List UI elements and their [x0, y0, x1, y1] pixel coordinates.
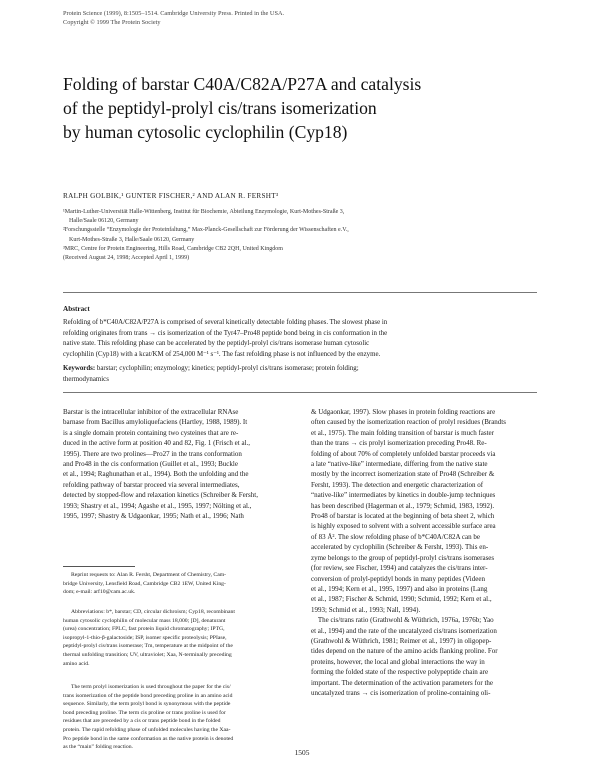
footnote-divider [63, 566, 135, 567]
divider-bottom [63, 392, 537, 393]
body-line: forming the folded state of the respective polypeptide chain are [311, 668, 489, 677]
body-line: and Pro48 in the cis conformation (Guillet et al., 1993; Buckle [63, 460, 238, 469]
body-line: mostly by the incorrect isomerization state of Pro48 (Schreiber & [311, 470, 495, 479]
body-line: et al., 1987; Fischer & Schmid, 1990; Schmid, 1992; Kern et al., [311, 595, 492, 604]
divider-top [63, 292, 537, 293]
body-line: accelerated by cyclophilin (Schreiber & Fersht, 1993). This en- [311, 543, 489, 552]
keywords-text-2: thermodynamics [63, 375, 109, 383]
body-line: proteins, however, the local and global interactions the way in [311, 657, 485, 666]
body-line: folding of about 70% of completely unfolded barstar proceeds via [311, 449, 496, 458]
body-line: 1995). There are two prolines—Pro27 in the trans conformation [63, 449, 242, 458]
body-line: uncatalyzed trans → cis isomerization of proline-containing oli- [311, 688, 491, 697]
affiliation-line: Kurt-Mothes-Straße 3, Halle/Saale 06120, Germany [69, 236, 195, 243]
body-line: duced in the active form at position 40 and 82, Fig. 1 (Frisch et al., [63, 439, 251, 448]
body-line: 1993; Schmid et al., 1993; Nall, 1994). [311, 605, 421, 614]
body-line: & Udgaonkar, 1997). Slow phases in protein folding reactions are [311, 408, 496, 416]
footnote-line: sequence. Similarly, the term prolyl bond is synonymous with the peptide [63, 701, 231, 708]
abstract-line: cyclophilin (Cyp18) with a kcat/KM of 254,000 M⁻¹ s⁻¹. The fast refolding phase is not influenced by the enzyme. [63, 350, 381, 358]
body-line: “native-like” intermediates by kinetics in double-jump techniques [311, 491, 496, 500]
keywords-label: Keywords: [63, 365, 96, 372]
body-line: conversion of prolyl-peptidyl bonds in many peptides (Videen [311, 574, 485, 583]
abstract-text [63, 318, 537, 360]
affiliation-line: ³MRC, Centre for Protein Engineering, Hills Road, Cambridge CB2 2QH, United Kingdom [63, 245, 283, 252]
body-line: detected by stopped-flow and relaxation kinetics (Schreiber & Fersht, [63, 491, 258, 500]
page-number: 1505 [294, 748, 310, 757]
body-column-right [311, 407, 542, 698]
body-line: of 83 Å². The slow refolding phase of b*C40A/C82A can be [311, 532, 480, 541]
body-line: Pro48 of barstar is located at the beginning of beta sheet 2, which [311, 512, 495, 521]
footnote-line: dom; e-mail: arf10@cam.ac.uk. [63, 589, 136, 596]
body-line: has been described (Hagerman et al., 1979; Schmid, 1983, 1992). [311, 501, 495, 510]
body-line: a late “native-like” intermediate, differing from the native state [311, 460, 488, 469]
body-line: often caused by the isomerization reaction of prolyl residues (Brandts [311, 418, 506, 427]
body-line: Fersht, 1993). The detection and energetic characterization of [311, 480, 484, 489]
body-line: important. The determination of the activation parameters for the [311, 678, 493, 687]
abstract-heading: Abstract [63, 305, 90, 313]
footnote-line: Pro peptide bond in the same conformation as the native protein is denoted [63, 735, 234, 742]
footnote-prolyl [63, 683, 294, 752]
footnote-line: The term prolyl isomerization is used throughout the paper for the cis/ [71, 684, 231, 690]
affiliation-line: ¹Martin-Luther-Universität Halle-Wittenberg, Institut für Biochemie, Abteilung Enzymologie, Kurt-Mothes-Straße 3, [63, 209, 345, 215]
footnote-reprint [63, 571, 294, 597]
abstract-line: Refolding of b*C40A/C82A/P27A is comprised of several kinetically detectable folding phases. The slowest phase in [63, 319, 388, 326]
body-line: barnase from Bacillus amyloliquefaciens (Hartley, 1988, 1989). It [63, 418, 248, 427]
footnote-line: as the “main” folding reaction. [63, 744, 133, 751]
title-line-2: of the peptidyl-prolyl cis/trans isomerization [63, 98, 377, 118]
affiliation-line: ²Forschungsstelle “Enzymologie der Proteinfaltung,” Max-Planck-Gesellschaft zur Förderung der Wissenschaften e.V., [63, 227, 349, 234]
paper-title [63, 72, 543, 144]
body-line: 1995, 1997; Shastry & Udgaonkar, 1995; Nath et al., 1996; Nath [63, 512, 244, 521]
journal-header [63, 10, 284, 27]
journal-citation: Protein Science (1999), 8:1505–1514. Cambridge University Press. Printed in the USA. [63, 10, 285, 17]
body-column-left [63, 407, 294, 521]
body-line: et al., 1994; Raghunathan et al., 1994). Both the unfolding and the [63, 470, 249, 479]
author-list: RALPH GOLBIK,¹ GUNTER FISCHER,² AND ALAN R. FERSHT³ [63, 192, 279, 200]
body-line: et al., 1994; Kern et al., 1995, 1997) and also in proteins (Lang [311, 584, 488, 593]
affiliations [63, 208, 533, 254]
body-line: et al., 1994) and the rate of the uncatalyzed cis/trans isomerization [311, 626, 497, 635]
body-line: zyme belongs to the group of peptidyl-prolyl cis/trans isomerases [311, 553, 495, 562]
footnote-line: (urea) concentration; FPLC, fast protein liquid chromatography; IPTG, [63, 626, 225, 633]
body-line: is a single domain protein containing two cysteines that are re- [63, 428, 239, 437]
affiliation-line: Halle/Saale 06120, Germany [69, 218, 139, 225]
footnote-line: human cytosolic cyclophilin of molecular mass 18,000; [D], denaturant [63, 617, 226, 624]
footnote-line: residues that are preceded by a cis or trans peptide bond in the folded [63, 718, 221, 725]
body-line: The cis/trans ratio (Grathwohl & Wüthrich, 1976a, 1976b; Yao [311, 616, 494, 625]
footnote-line: Abbreviations: b*, barstar; CD, circular dichroism; Cyp18, recombinant [71, 609, 235, 615]
body-line: et al., 1975). The main folding transition of barstar is much faster [311, 428, 494, 437]
body-line: tides depend on the nature of the amino acids flanking proline. For [311, 647, 498, 656]
received-dates: (Received August 24, 1998; Accepted April 1, 1999) [63, 255, 190, 261]
footnote-line: isopropyl-1-thio-β-galactoside; ISP, isomer specific proteolysis; PPIase, [63, 634, 227, 641]
abstract-line: refolding originates from trans → cis isomerization of the Tyr47–Pro48 peptide bond being in cis conformation in the [63, 329, 388, 337]
footnote-line: bond preceding proline. The term cis proline or trans proline is used for [63, 709, 226, 716]
keywords-text: barstar; cyclophilin; enzymology; kinetics; peptidyl-prolyl cis/trans isomerase; protein folding; [95, 365, 359, 372]
title-line-3: by human cytosolic cyclophilin (Cyp18) [63, 122, 348, 142]
abstract-line: native state. This refolding phase can be accelerated by the peptidyl-prolyl cis/trans isomerase human cytosolic [63, 340, 370, 348]
footnote-abbreviations [63, 608, 294, 668]
body-line: is highly exposed to solvent with a solvent accessible surface area [311, 522, 496, 531]
body-line: Barstar is the intracellular inhibitor of the extracellular RNAse [63, 408, 239, 416]
footnote-line: thermal unfolding transition; UV, ultraviolet; Xaa, N-terminally preceding [63, 651, 232, 658]
body-line: refolding pathway of barstar proceed via several intermediates, [63, 480, 240, 489]
footnote-line: trans isomerization of the peptide bond preceding proline in an amino acid [63, 692, 233, 699]
footnote-line: bridge University, Lensfield Road, Cambridge CB2 1EW, United King- [63, 580, 226, 587]
footnote-line: peptidyl-prolyl cis/trans isomerase; Tm, temperature at the midpoint of the [63, 643, 233, 650]
body-line: (for review, see Fischer, 1994) and catalyzes the cis/trans inter- [311, 564, 488, 573]
body-line: 1993; Shastry et al., 1994; Agashe et al., 1995, 1997; Nölting et al., [63, 501, 252, 510]
title-line-1: Folding of barstar C40A/C82A/P27A and catalysis [63, 74, 422, 94]
footnote-line: Reprint requests to: Alan R. Fersht, Department of Chemistry, Cam- [71, 572, 227, 578]
copyright-line: Copyright © 1999 The Protein Society [63, 18, 161, 26]
footnote-line: protein. The rapid refolding phase of unfolded molecules having the Xaa- [63, 726, 231, 733]
footnote-line: amino acid. [63, 660, 90, 667]
body-line: than the trans → cis prolyl isomerization preceding Pro48. Re- [311, 439, 487, 448]
keywords [63, 364, 537, 385]
body-line: (Grathwohl & Wüthrich, 1981; Reimer et al., 1997) in oligopep- [311, 636, 492, 645]
